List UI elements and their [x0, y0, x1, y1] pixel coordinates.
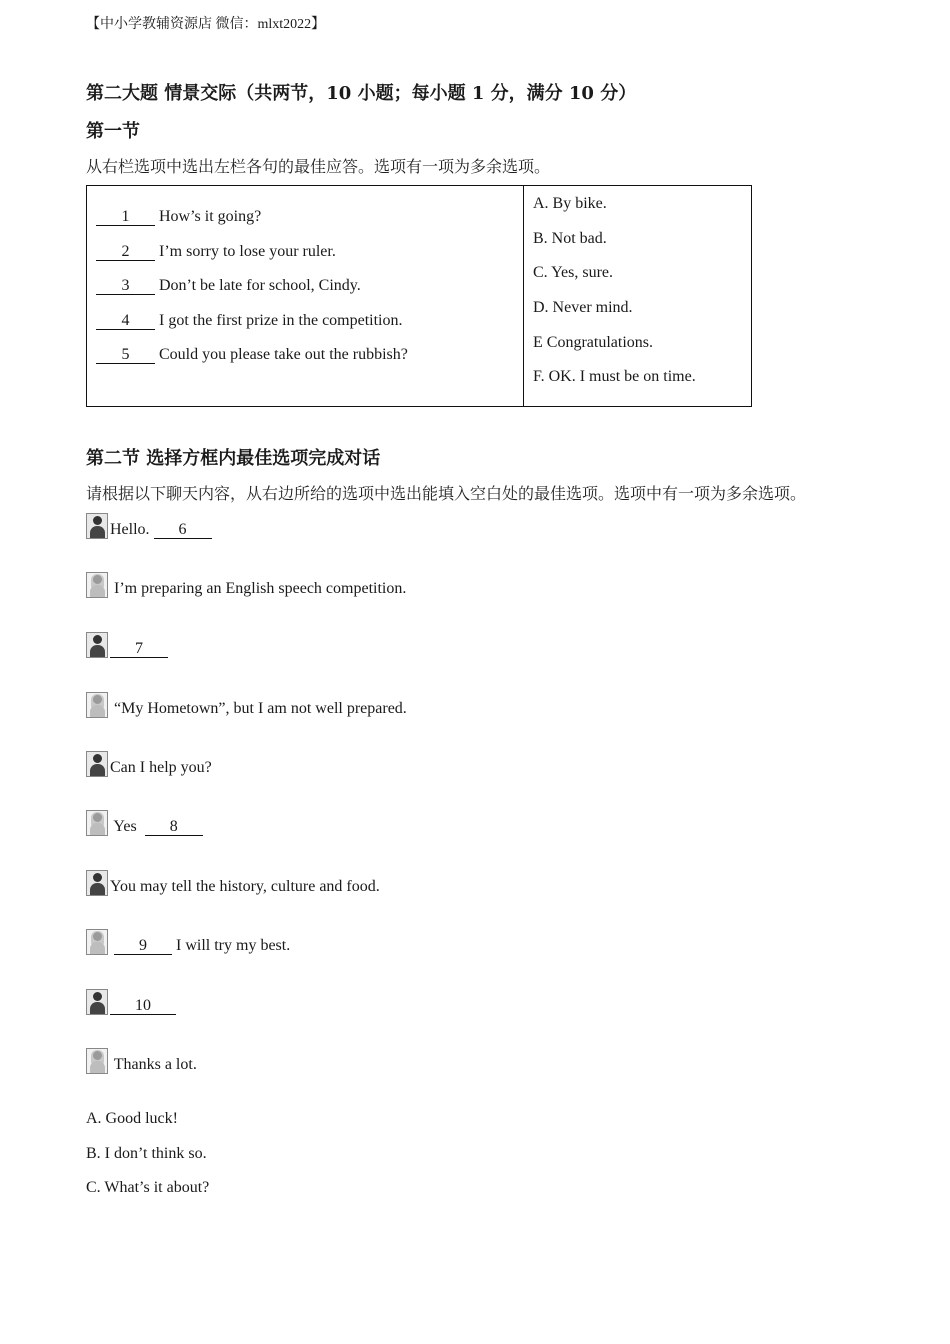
option-e: E Congratulations. — [533, 333, 653, 351]
question-row — [96, 346, 523, 381]
dialogue-text: Yes — [113, 818, 137, 835]
dialogue-text: I’m preparing an English speech competition. — [114, 580, 407, 597]
question-text: Don’t be late for school, Cindy. — [159, 277, 361, 294]
answer-blank-1[interactable]: 1 — [96, 208, 155, 226]
question-row — [96, 208, 523, 243]
question-text: Could you please take out the rubbish? — [159, 346, 408, 363]
page-header: 【中小学教辅资源店 微信：mlxt2022】 — [86, 17, 326, 32]
options-column — [524, 186, 752, 407]
answer-blank-7[interactable]: 7 — [110, 640, 168, 658]
answer-blank-9[interactable]: 9 — [114, 937, 172, 955]
option-f: F. OK. I must be on time. — [533, 368, 696, 386]
section2-title: 第二节 选择方框内最佳选项完成对话 — [86, 448, 381, 469]
female-avatar-icon — [86, 692, 108, 718]
dialogue-line — [86, 632, 168, 658]
answer-blank-8[interactable]: 8 — [145, 818, 203, 836]
dialogue-text: I will try my best. — [176, 937, 291, 954]
female-avatar-icon — [86, 572, 108, 598]
dialogue-line — [86, 513, 212, 539]
answer-blank-6[interactable]: 6 — [154, 521, 212, 539]
male-avatar-icon — [86, 632, 108, 658]
matching-table — [86, 185, 752, 407]
dialogue-line — [86, 1048, 197, 1074]
female-avatar-icon — [86, 929, 108, 955]
dialogue-text: Can I help you? — [110, 759, 212, 776]
option-b: B. Not bad. — [533, 229, 607, 247]
dialogue-text: You may tell the history, culture and food. — [110, 878, 380, 895]
answer-blank-4[interactable]: 4 — [96, 312, 155, 330]
male-avatar-icon — [86, 870, 108, 896]
male-avatar-icon — [86, 513, 108, 539]
dialogue-line — [86, 870, 380, 896]
option-d: D. Never mind. — [533, 299, 633, 317]
dialogue-text: Hello. — [110, 521, 150, 538]
dialogue-text: “My Hometown”, but I am not well prepared. — [114, 700, 407, 717]
question-row — [96, 312, 523, 347]
dialogue-line — [86, 989, 176, 1015]
dialogue-line — [86, 572, 406, 598]
dialogue-line — [86, 751, 212, 777]
dialogue-text: Thanks a lot. — [113, 1056, 197, 1073]
male-avatar-icon — [86, 751, 108, 777]
answer-blank-3[interactable]: 3 — [96, 277, 155, 295]
option-a: A. By bike. — [533, 195, 607, 212]
section2-option-c: C. What’s it about? — [86, 1179, 210, 1196]
question-text: How’s it going? — [159, 208, 262, 225]
section2-instruction: 请根据以下聊天内容，从右边所给的选项中选出能填入空白处的最佳选项。选项中有一项为多余选项。 — [86, 484, 807, 503]
male-avatar-icon — [86, 989, 108, 1015]
section1-instruction: 从右栏选项中选出左栏各句的最佳应答。选项有一项为多余选项。 — [86, 157, 551, 176]
section2-option-a: A. Good luck! — [86, 1110, 178, 1127]
question-row — [96, 277, 523, 312]
dialogue-line — [86, 810, 203, 836]
question-row — [96, 243, 523, 278]
section1-title: 第一节 — [86, 121, 140, 142]
answer-blank-10[interactable]: 10 — [110, 997, 176, 1015]
questions-column — [87, 186, 524, 407]
answer-blank-2[interactable]: 2 — [96, 243, 155, 261]
question-text: I got the first prize in the competition. — [159, 311, 403, 329]
option-c: C. Yes, sure. — [533, 264, 614, 282]
part-title: 第二大题 情景交际（共两节，10 小题；每小题 1 分，满分 10 分） — [86, 83, 637, 104]
section2-option-b: B. I don’t think so. — [86, 1145, 207, 1162]
dialogue-line — [86, 692, 407, 718]
question-text: I’m sorry to lose your ruler. — [159, 242, 336, 260]
dialogue-line — [86, 929, 290, 955]
answer-blank-5[interactable]: 5 — [96, 346, 155, 364]
female-avatar-icon — [86, 1048, 108, 1074]
female-avatar-icon — [86, 810, 108, 836]
